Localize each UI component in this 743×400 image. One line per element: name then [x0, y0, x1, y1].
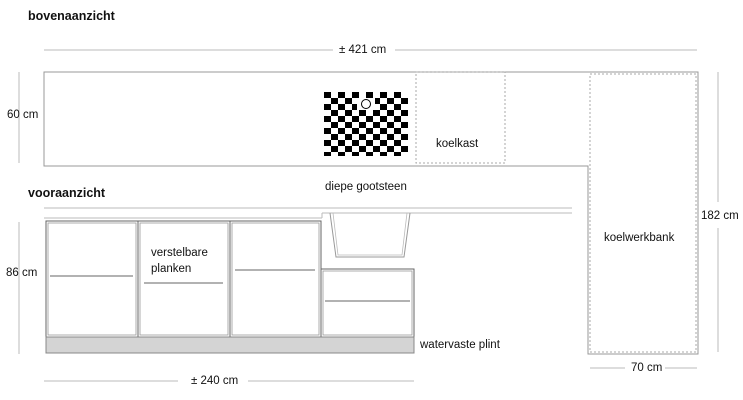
- front-width-dimension: ± 240 cm: [191, 375, 239, 387]
- top-view-heading: bovenaanzicht: [28, 9, 115, 23]
- waterproof-plinth: [46, 337, 414, 353]
- cabinet-right: [230, 221, 321, 337]
- cooling-bench-outline: [590, 74, 696, 352]
- plinth-label: watervaste plint: [420, 339, 500, 351]
- shelves-label-line2: planken: [151, 263, 192, 275]
- top-depth-dimension: 60 cm: [7, 109, 39, 121]
- sink-drain-icon: [362, 100, 371, 109]
- sink-top-view: [324, 92, 408, 156]
- cabinet-middle-inner: [140, 223, 228, 335]
- shelves-label-line1: verstelbare: [151, 247, 208, 259]
- top-width-dimension: ± 421 cm: [339, 44, 387, 56]
- cooling-bench-label: koelwerkbank: [604, 232, 675, 244]
- sink-label: diepe gootsteen: [325, 181, 407, 193]
- fridge-label: koelkast: [436, 138, 479, 150]
- bench-width-dimension: 70 cm: [631, 362, 663, 374]
- front-view-heading: vooraanzicht: [28, 186, 106, 200]
- bench-length-dimension: 182 cm: [701, 210, 739, 222]
- cabinet-left-inner: [48, 223, 136, 335]
- sink-cabinet: [321, 269, 414, 337]
- sink-basin-front: [330, 213, 410, 257]
- sink-basin-front-inner: [333, 213, 407, 255]
- cabinet-right-inner: [232, 223, 319, 335]
- cabinet-left: [46, 221, 138, 337]
- front-height-dimension: 86 cm: [6, 267, 38, 279]
- sink-cabinet-inner: [323, 271, 412, 335]
- cabinet-middle: [138, 221, 230, 337]
- front-view: [19, 208, 572, 381]
